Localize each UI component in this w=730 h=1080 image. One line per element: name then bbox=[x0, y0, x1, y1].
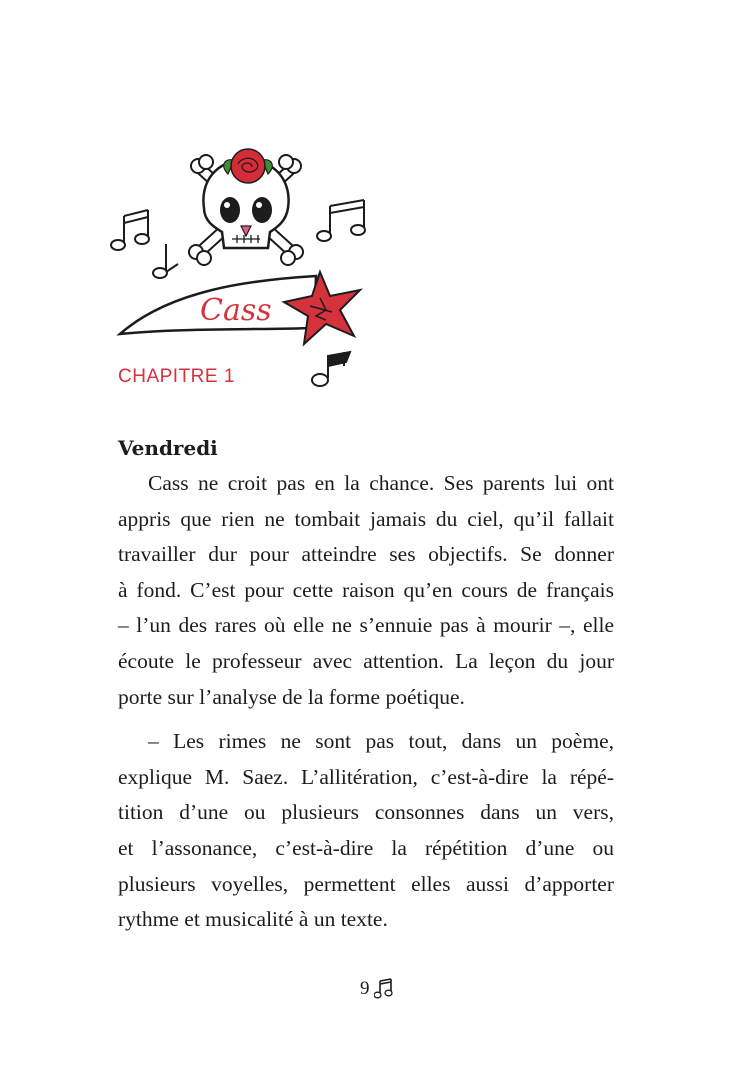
music-note-icon bbox=[111, 210, 178, 278]
text-line: et l’assonance, c’est-à-dire la répétition d’une ou bbox=[118, 835, 614, 860]
text-line: – Les rimes ne sont pas tout, dans un poème, bbox=[148, 729, 614, 754]
chapter-body bbox=[118, 430, 614, 938]
text-line: plusieurs voyelles, permettent elles aussi d’apporter bbox=[118, 871, 614, 896]
page-number: 9 bbox=[360, 978, 370, 999]
text-line: tition d’une ou plusieurs consonnes dans un vers, bbox=[118, 800, 614, 825]
paragraph bbox=[118, 724, 614, 938]
music-note-icon bbox=[312, 352, 350, 386]
text-line: Cass ne croit pas en la chance. Ses parents lui ont bbox=[148, 471, 614, 495]
text-line: travailler dur pour atteindre ses objectifs. Se donner bbox=[118, 542, 614, 567]
text-line: à fond. C’est pour cette raison qu’en cours de français bbox=[118, 577, 614, 602]
chapter-label: CHAPITRE 1 bbox=[118, 366, 235, 387]
text-line: rythme et musicalité à un texte. bbox=[118, 907, 388, 932]
banner-name-text: Cass bbox=[200, 293, 272, 328]
text-line: – l’un des rares où elle ne s’ennuie pas à mourir –, elle bbox=[118, 613, 614, 638]
text-line: explique M. Saez. L’allitération, c’est-à-dire la répé- bbox=[118, 764, 614, 789]
text-line: écoute le professeur avec attention. La leçon du jour bbox=[118, 648, 614, 673]
section-heading: Vendredi bbox=[118, 436, 218, 460]
text-line: appris que rien ne tombait jamais du ciel, qu’il fallait bbox=[118, 506, 614, 531]
page-footer bbox=[360, 978, 394, 1000]
music-note-icon bbox=[374, 978, 394, 1000]
paragraph bbox=[118, 466, 614, 715]
music-note-icon bbox=[317, 200, 365, 241]
text-line: porte sur l’analyse de la forme poétique. bbox=[118, 684, 465, 709]
